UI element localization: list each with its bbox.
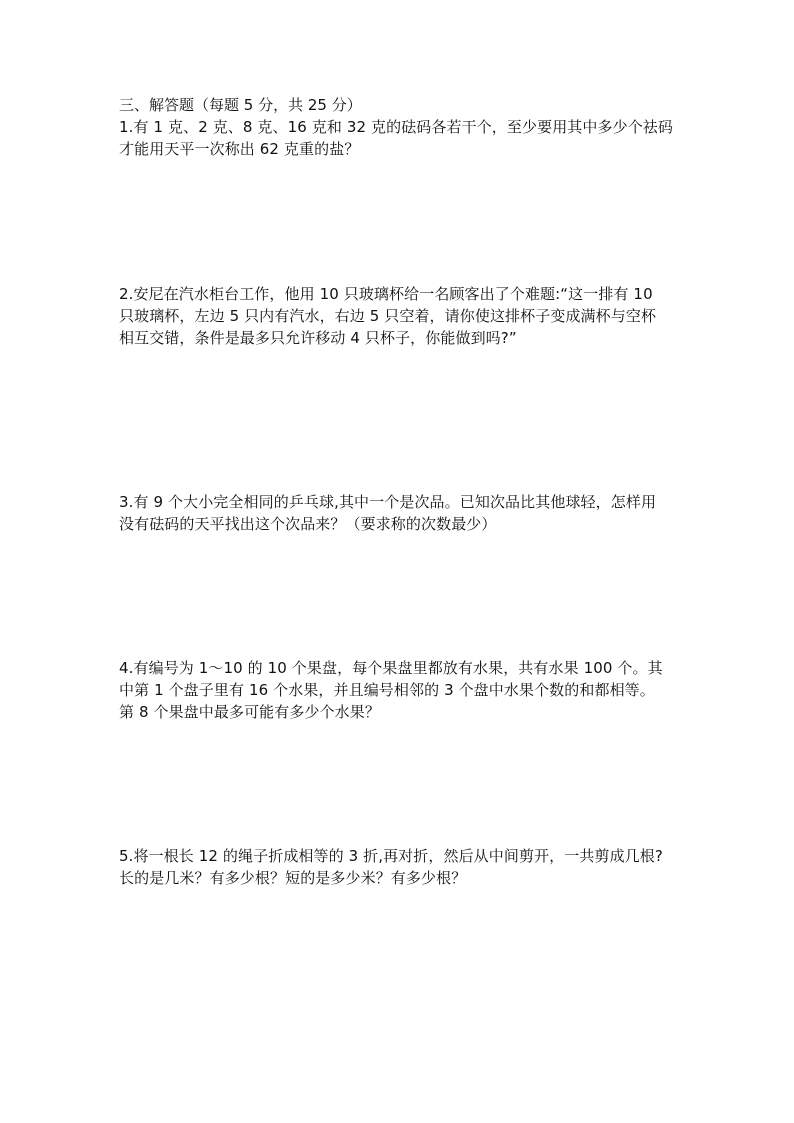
- question-line: 相互交错，条件是最多只允许移动 4 只杯子，你能做到吗?”: [119, 329, 517, 347]
- question-line: 3.有 9 个大小完全相同的乒乓球,其中一个是次品。已知次品比其他球轻，怎样用: [119, 493, 657, 511]
- question-line: 中第 1 个盘子里有 16 个水果，并且编号相邻的 3 个盘中水果个数的和都相等。: [119, 681, 655, 699]
- question-line: 没有砝码的天平找出这个次品来？（要求称的次数最少）: [119, 515, 497, 533]
- question-line: 1.有 1 克、2 克、8 克、16 克和 32 克的砝码各若干个，至少要用其中多少个祛码: [119, 118, 673, 136]
- question-line: 5.将一根长 12 的绳子折成相等的 3 折,再对折，然后从中间剪开，一共剪成几根?: [119, 847, 663, 865]
- question-1: [119, 116, 689, 160]
- question-line: 长的是几米？有多少根？短的是多少米？有多少根？: [119, 869, 467, 887]
- question-line: 第 8 个果盘中最多可能有多少个水果？: [119, 703, 380, 721]
- question-line: 才能用天平一次称出 62 克重的盐？: [119, 140, 360, 158]
- question-3: [119, 491, 689, 535]
- question-line: 4.有编号为 1～10 的 10 个果盘，每个果盘里都放有水果，共有水果 100 个。其: [119, 659, 663, 677]
- section-title: 三、解答题（每题 5 分，共 25 分）: [119, 96, 362, 114]
- question-line: 只玻璃杯，左边 5 只内有汽水，右边 5 只空着，请你使这排杯子变成满杯与空杯: [119, 307, 657, 325]
- question-5: [119, 845, 689, 889]
- question-line: 2.安尼在汽水柜台工作，他用 10 只玻璃杯给一名顾客出了个难题:“这一排有 10: [119, 285, 653, 303]
- question-2: [119, 283, 689, 349]
- question-4: [119, 657, 689, 723]
